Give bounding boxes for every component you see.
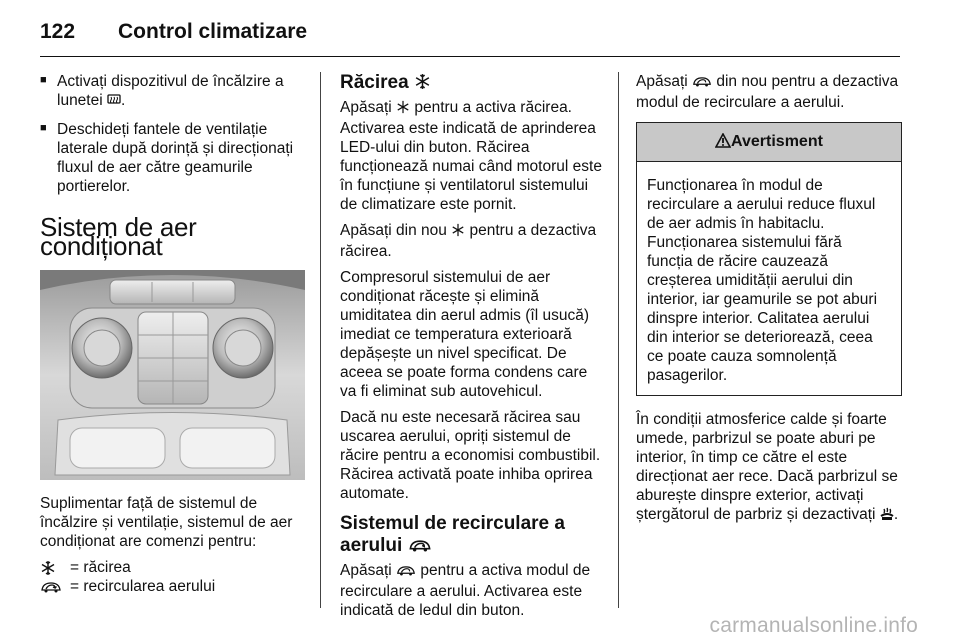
column-1	[40, 72, 305, 596]
paragraph: Apăsați din nou pentru a dezactiva modul de recirculare a aerului.	[636, 73, 899, 111]
cooling-heading: Răcirea	[340, 72, 605, 96]
watermark: carmanualsonline.info	[709, 614, 918, 637]
column-divider-2	[618, 72, 619, 608]
windshield-defrost-icon	[880, 507, 894, 526]
legend-item-recirculation: = recircularea aerului	[40, 577, 305, 596]
page-header	[40, 14, 307, 50]
column-3	[636, 72, 902, 533]
paragraph: Compresorul sistemului de aer condiționat răcește și elimină umiditatea din aerul admis (îl usucă) imediat ce temperatura exterioară depășește un nivel specificat. De aceea se poate forma condens care va fi eliminat sub autovehicul.	[340, 269, 589, 400]
climate-control-panel-photo	[40, 270, 305, 480]
paragraph: Apăsați pentru a activa modul de recirculare a aerului. Activarea este indicată de ledul din buton.	[340, 562, 591, 619]
column-2	[340, 72, 605, 627]
snowflake-icon	[451, 223, 465, 242]
recirculation-icon	[40, 580, 70, 594]
section-title: Sistem de aer condiționat	[40, 212, 197, 261]
snowflake-icon	[396, 100, 410, 119]
rear-window-heater-icon	[107, 93, 121, 112]
paragraph: Apăsați pentru a activa răcirea. Activarea este indicată de aprinderea LED-ului din buton. Răcirea funcționează numai când motorul este în funcțiune și ventilatorul sistemului de climatizare este pornit.	[340, 99, 602, 213]
chapter-title: Control climatizare	[118, 20, 308, 43]
recirculation-heading: Sistemul de recirculare a aerului	[340, 513, 605, 559]
paragraph: Apăsați din nou pentru a dezactiva răcirea.	[340, 222, 597, 260]
recirculation-icon	[692, 74, 712, 93]
legend-item-cooling: = răcirea	[40, 558, 305, 577]
list-item: ■ Activați dispozitivul de încălzire a lunetei .	[40, 72, 305, 112]
warning-text: Funcționarea în modul de recirculare a aerului reduce fluxul de aer admis în habitaclu. Funcționarea sistemului fără funcția de răcire cauzează creșterea umidității aerului din interior, iar geamurile se pot aburi dinspre interior. Calitatea aerului din interior se deteriorează, ceea ce poate cauza somnolență pasagerilor.	[647, 177, 878, 384]
snowflake-icon	[40, 560, 70, 576]
warning-triangle-icon	[715, 133, 731, 153]
recirculation-icon	[408, 537, 432, 559]
recirculation-icon	[396, 563, 416, 582]
snowflake-icon	[414, 73, 431, 96]
photo-caption: Suplimentar față de sistemul de încălzire și ventilație, sistemul de aer condiționat are comenzi pentru:	[40, 495, 293, 550]
warning-title: Avertisment	[731, 133, 823, 150]
paragraph: În condiții atmosferice calde și foarte umede, parbrizul se poate aburi pe interior, în timp ce către el este direcționat aer rece. Dacă parbrizul se aburește dinspre exterior, activați ștergătorul de parbriz și dezactivați .	[636, 410, 902, 526]
warning-header	[637, 123, 901, 162]
header-divider	[40, 56, 900, 57]
list-item: ■ Deschideți fantele de ventilație laterale după dorință și direcționați fluxul de aer către geamurile portierelor.	[40, 120, 305, 196]
paragraph: Dacă nu este necesară răcirea sau uscarea aerului, opriți sistemul de răcire pentru a economisi combustibil. Răcirea activată poate inhiba oprirea automate.	[340, 409, 601, 502]
column-divider-1	[320, 72, 321, 608]
page-number: 122	[40, 20, 76, 43]
warning-box	[636, 122, 902, 396]
